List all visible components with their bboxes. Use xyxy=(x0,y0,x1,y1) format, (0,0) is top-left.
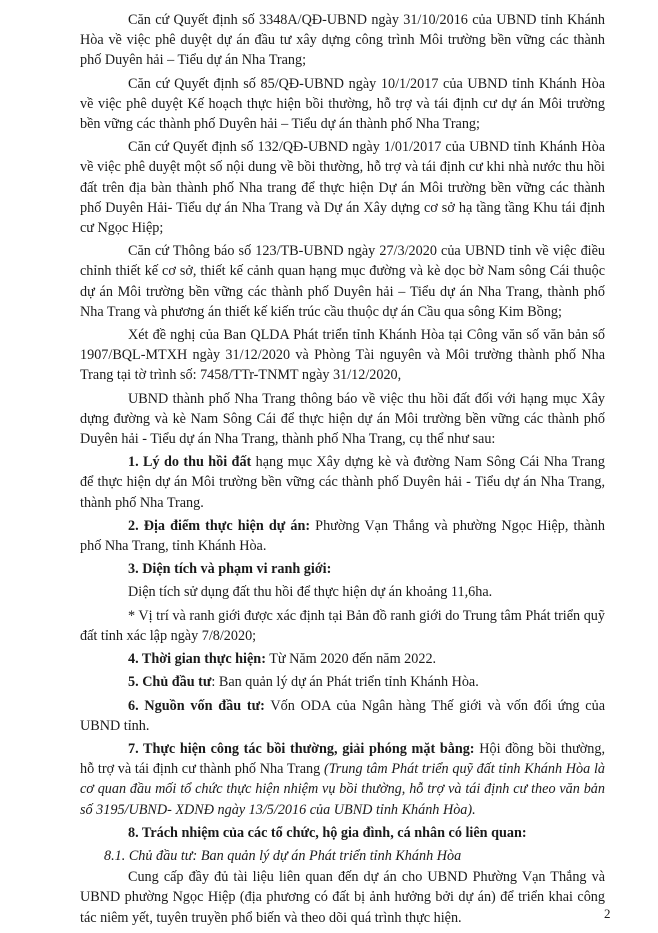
item-3-area: Diện tích sử dụng đất thu hồi để thực hiện dự án khoảng 11,6ha. xyxy=(128,584,493,601)
item-6-text: Vốn ODA của Ngân hàng Thế giới và vốn đối ứng của UBND tỉnh. xyxy=(80,697,605,734)
item-6-title: 6. Nguồn vốn đầu tư: xyxy=(128,697,265,714)
item-2-title: 2. Địa điểm thực hiện dự án: xyxy=(128,517,311,534)
paragraph-qd-3348a: Căn cứ Quyết định số 3348A/QĐ-UBND ngày 31/10/2016 của UBND tỉnh Khánh Hòa về việc phê duyệt dự án đầu tư xây dựng công trình Môi trường bền vững các thành phố Duyên hải – Tiểu dự án Nha Trang; xyxy=(80,12,605,69)
item-4-title: 4. Thời gian thực hiện: xyxy=(128,651,266,668)
item-7-title: 7. Thực hiện công tác bồi thường, giải phóng mặt bằng: xyxy=(128,740,475,757)
paragraph-announcement: UBND thành phố Nha Trang thông báo về việc thu hồi đất đối với hạng mục Xây dựng đường và kè Nam Sông Cái để thực hiện dự án Môi trường bền vững các thành phố Duyên hải - Tiểu dự án Nha Trang, thành phố Nha Trang, cụ thể như sau: xyxy=(80,390,605,448)
item-8-1-title: 8.1. Chủ đầu tư xyxy=(104,847,193,864)
item-8-1 xyxy=(80,846,605,866)
paragraph-qd-85: Căn cứ Quyết định số 85/QĐ-UBND ngày 10/1/2017 của UBND tỉnh Khánh Hòa về việc phê duyệt Kế hoạch thực hiện bồi thường, hỗ trợ và tái định cư dự án Môi trường bền vững các thành phố Duyên hải – Tiểu dự án thành phố Nha Trang; xyxy=(80,75,605,133)
item-1-title: 1. Lý do thu hồi đất xyxy=(128,454,256,471)
item-1-text: hạng mục Xây dựng kè và đường Nam Sông Cái Nha Trang để thực hiện dự án Môi trường bền vững các thành phố Duyên hải - Tiểu dự án Nha Trang, thành phố Nha Trang. xyxy=(80,454,605,511)
item-4-text: Từ Năm 2020 đến năm 2022. xyxy=(265,651,437,668)
item-5-text: : Ban quản lý dự án Phát triển tỉnh Khánh Hòa. xyxy=(211,674,479,691)
item-7 xyxy=(80,739,605,820)
item-2-text: Phường Vạn Thắng và phường Ngọc Hiệp, thành phố Nha Trang, tỉnh Khánh Hòa. xyxy=(80,517,605,555)
item-2 xyxy=(80,516,605,556)
item-7-italic: (Trung tâm Phát triển quỹ đất tỉnh Khánh Hòa là cơ quan đầu mối tổ chức thực hiện nhiệm vụ bồi thường, hỗ trợ và tái định cư theo văn bản số 3195/UBND- XDNĐ ngày 13/5/2016 của UBND tỉnh Khánh Hòa). xyxy=(80,761,606,818)
paragraph-proposal: Xét đề nghị của Ban QLDA Phát triển tỉnh Khánh Hòa tại Công văn số văn bản số 1907/BQL-MTXH ngày 31/12/2020 và Phòng Tài nguyên và Môi trường thành phố Nha Trang tại tờ trình số: 7458/TTr-TNMT ngày 31/12/2020, xyxy=(80,327,605,384)
item-7-text: Hội đồng bồi thường, hỗ trợ và tái định cư thành phố Nha Trang xyxy=(80,740,606,778)
item-3-note: * Vị trí và ranh giới được xác định tại Bản đồ ranh giới do Trung tâm Phát triển quỹ đất tỉnh xác lập ngày 7/8/2020; xyxy=(80,607,605,644)
item-4 xyxy=(80,649,605,669)
item-8-title: 8. Trách nhiệm của các tổ chức, hộ gia đình, cá nhân có liên quan: xyxy=(128,824,527,841)
document-body xyxy=(80,10,605,931)
item-6 xyxy=(80,696,605,736)
item-8-1-body: Cung cấp đầy đủ tài liệu liên quan đến dự án cho UBND Phường Vạn Thắng và UBND phường Ngọc Hiệp (địa phương có đất bị ảnh hưởng bởi dự án) để triển khai công tác niêm yết, tuyên truyền phổ biến và theo dõi quá trình thực hiện. xyxy=(80,869,605,926)
page-number: 2 xyxy=(604,906,611,921)
item-5 xyxy=(80,672,605,692)
item-1 xyxy=(80,452,605,513)
paragraph-tb-123: Căn cứ Thông báo số 123/TB-UBND ngày 27/3/2020 của UBND tỉnh về việc điều chỉnh thiết kế cơ sở, thiết kế cảnh quan hạng mục đường và kè dọc bờ Nam sông Cái thuộc dự án Môi trường bền vững các thành phố Duyên hải – Tiểu dự án Nha Trang, thành phố Nha Trang và phương án thiết kế kiến trúc cầu thuộc dự án Cầu qua sông Kim Bồng; xyxy=(80,243,605,320)
item-5-title: 5. Chủ đầu tư xyxy=(128,674,212,691)
item-8-1-text: : Ban quản lý dự án Phát triển tỉnh Khánh Hòa xyxy=(192,847,462,864)
paragraph-qd-132: Căn cứ Quyết định số 132/QĐ-UBND ngày 1/01/2017 của UBND tỉnh Khánh Hòa về việc phê duyệt một số nội dung về bồi thường, hỗ trợ và tái định cư khi nhà nước thu hồi đất trên địa bàn thành phố Nha trang để thực hiện Dự án Môi trường bền vững các thành phố Duyên Hải- Tiểu dự án Nha Trang và Dự án Xây dựng cơ sở hạ tầng tầng Khu tái định cư Ngọc Hiệp; xyxy=(80,139,605,237)
item-3-title: 3. Diện tích và phạm vi ranh giới: xyxy=(128,561,332,578)
